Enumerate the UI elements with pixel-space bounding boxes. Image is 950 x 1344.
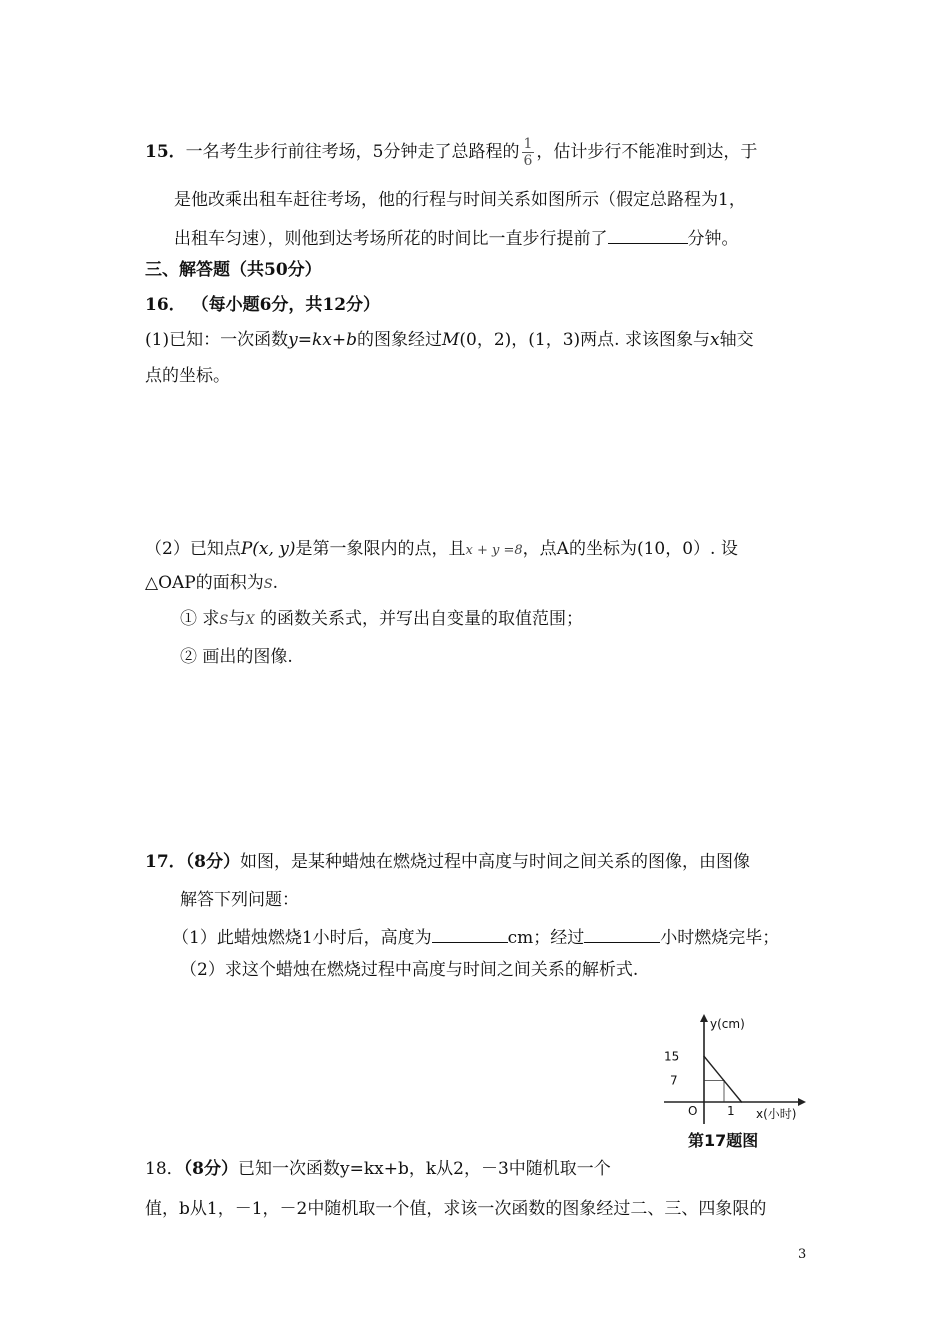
data-point — [723, 1080, 725, 1082]
q18-number: 18． — [145, 1159, 184, 1179]
q17-hours-blank[interactable] — [584, 924, 660, 943]
origin-label: O — [688, 1104, 698, 1118]
y-axis-label: y(cm) — [710, 1017, 745, 1031]
q15-line3 — [174, 225, 739, 251]
series-line — [704, 1056, 742, 1102]
q16-p2-s: S — [263, 577, 273, 592]
y-tick-label: 15 — [664, 1049, 680, 1064]
q16-p2-text-b: 是第一象限内的点，且 — [295, 539, 466, 559]
q17-text-c: cm；经过 — [507, 928, 585, 948]
q17-points: （8分） — [185, 852, 241, 872]
q15-text-c: 出租车匀速），则他到达考场所花的时间比一直步行提前了 — [174, 229, 608, 249]
q17-text-a: 如图，是某种蜡烛在燃烧过程中高度与时间之间关系的图像，由图像 — [240, 852, 751, 872]
q16-p1-func: y=kx+b — [288, 330, 357, 350]
q16-p2-text-e: . — [272, 573, 279, 593]
q16-p1-text-a: (1)已知：一次函数 — [145, 330, 289, 350]
x-tick-label: 1 — [727, 1104, 735, 1118]
q15-frac-den: 6 — [523, 153, 533, 169]
y-axis-arrow — [700, 1014, 708, 1022]
q18-text-a: 已知一次函数y=kx+b，k从2，－3中随机取一个 — [237, 1159, 611, 1179]
q16-p2-text-d: △OAP的面积为 — [145, 573, 264, 593]
x-axis-label: x(小时) — [756, 1107, 797, 1121]
y-tick-label: 7 — [670, 1073, 678, 1088]
q16-sub1-text-c: 的函数关系式，并写出自变量的取值范围； — [254, 609, 583, 629]
chart-layer — [664, 1014, 806, 1124]
q18-line1 — [145, 1157, 611, 1181]
candle-chart — [658, 1010, 838, 1128]
q17-line2: 解答下列问题： — [180, 890, 299, 910]
q16-sub1-text-a: ① 求 — [180, 609, 220, 629]
q15-text-a: 一名考生步行前往考场，5分钟走了总路程的 — [185, 142, 520, 162]
q15-line1 — [145, 136, 757, 169]
q15-answer-blank[interactable] — [608, 225, 688, 244]
x-axis-arrow — [798, 1098, 806, 1106]
q15-number: 15． — [145, 142, 186, 162]
q16-p1-text-d: 轴交 — [719, 330, 754, 350]
q16-part2-line1 — [145, 537, 738, 563]
q17-line3 — [172, 924, 779, 950]
q17-number: 17． — [145, 852, 186, 872]
q16-sub2: ② 画出的图像. — [180, 647, 293, 667]
data-point — [741, 1101, 743, 1103]
page-number: 3 — [798, 1247, 807, 1262]
q17-text-d: 小时燃烧完毕； — [660, 928, 780, 948]
q16-part1-line2: 点的坐标。 — [145, 366, 230, 386]
q16-p2-equation: x + y =8 — [465, 543, 523, 558]
q18-points: （8分） — [183, 1159, 238, 1179]
q17-line4: （2）求这个蜡烛在燃烧过程中高度与时间之间关系的解析式. — [180, 960, 639, 980]
q17-text-b: （1）此蜡烛燃烧1小时后，高度为 — [172, 928, 432, 948]
q15-text-b: ，估计步行不能准时到达，于 — [536, 142, 758, 162]
q15-fraction — [522, 136, 535, 169]
q15-text-d: 分钟。 — [687, 229, 739, 249]
q16-p1-text-c: (0，2)，(1，3)两点. 求该图象与 — [459, 330, 710, 350]
q16-header: 16． （每小题6分，共12分） — [145, 295, 381, 315]
q15-line2: 是他改乘出租车赶往考场，他的行程与时间关系如图所示（假定总路程为1， — [174, 190, 746, 210]
q16-sub1-text-b: 与 — [228, 609, 246, 629]
q16-p1-x: x — [710, 330, 720, 350]
q16-sub1-s: S — [219, 613, 229, 628]
q16-sub1-x: X — [245, 613, 255, 628]
section-heading: 三、解答题（共50分） — [145, 260, 322, 280]
q17-line1 — [145, 850, 750, 874]
q16-p2-text-a: （2）已知点 — [145, 539, 241, 559]
q16-part2-line2 — [145, 571, 278, 597]
data-point — [703, 1055, 705, 1057]
chart-caption: 第17题图 — [688, 1131, 759, 1150]
q16-sub1 — [180, 607, 583, 633]
q15-frac-num: 1 — [523, 136, 533, 152]
q16-part1-line1 — [145, 328, 754, 352]
q18-line2: 值，b从1，－1，－2中随机取一个值，求该一次函数的图象经过二、三、四象限的 — [145, 1199, 767, 1219]
q16-p1-text-b: 的图象经过 — [356, 330, 442, 350]
q17-height-blank[interactable] — [432, 924, 508, 943]
q16-p2-point-p: P(x, y) — [240, 539, 296, 559]
q16-p2-text-c: ，点A的坐标为(10，0）. 设 — [522, 539, 738, 559]
q16-p1-point-m: M — [441, 330, 460, 350]
